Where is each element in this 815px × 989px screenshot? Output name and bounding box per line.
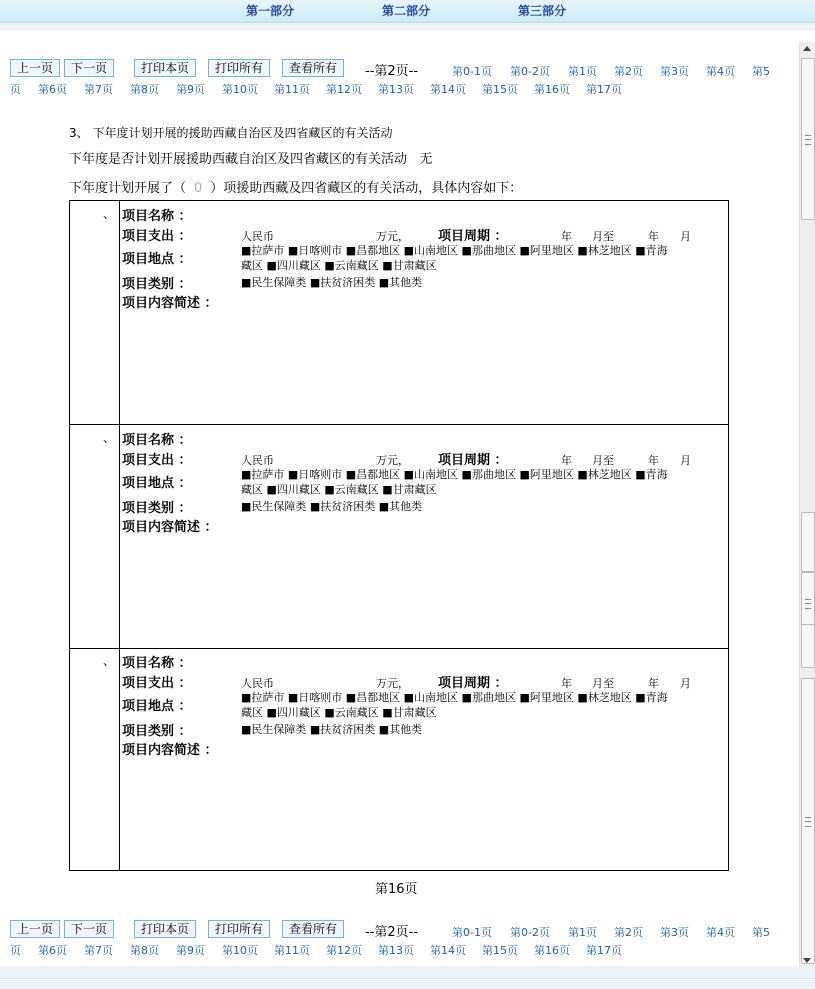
project-type-label: 项目类别 ： xyxy=(122,501,192,516)
period-month-end: 月 xyxy=(680,230,691,243)
row-index: 、 xyxy=(103,431,116,445)
page-nav-bottom xyxy=(0,920,800,960)
page-link[interactable]: 页 xyxy=(10,83,21,96)
project-type-label: 项目类别 ： xyxy=(122,277,192,292)
grip-icon xyxy=(805,135,811,145)
current-page-label: --第2页-- xyxy=(365,64,419,79)
period-month-end: 月 xyxy=(680,677,691,690)
tab-part-2[interactable]: 第二部分 xyxy=(382,4,431,18)
period-year-from: 年 xyxy=(561,454,572,467)
top-tab-bar xyxy=(0,0,815,23)
project-name-label: 项目名称 ： xyxy=(122,433,192,448)
table-row xyxy=(70,425,728,649)
page-link[interactable]: 第14页 xyxy=(430,944,466,957)
page-link[interactable]: 第11页 xyxy=(274,83,310,96)
page-link[interactable]: 第9页 xyxy=(176,944,205,957)
top-band xyxy=(0,23,815,31)
period-month-end: 月 xyxy=(680,454,691,467)
question-2-suffix: ）项援助西藏及四省藏区的有关活动，具体内容如下： xyxy=(210,181,523,196)
page-link[interactable]: 第15页 xyxy=(482,83,518,96)
type-options: ■民生保障类 ■扶贫济困类 ■其他类 xyxy=(241,500,423,513)
currency-label: 人民币 xyxy=(241,677,274,690)
currency-label: 人民币 xyxy=(241,454,274,467)
project-desc-label: 项目内容简述 ： xyxy=(122,296,218,311)
page-number: 第16页 xyxy=(375,882,418,897)
project-desc-label: 项目内容简述 ： xyxy=(122,520,218,535)
page-link[interactable]: 第16页 xyxy=(534,944,570,957)
project-name-label: 项目名称 ： xyxy=(122,209,192,224)
grip-icon xyxy=(805,817,811,827)
question-1 xyxy=(69,148,432,167)
scroll-up-icon[interactable] xyxy=(803,46,811,51)
page-link[interactable]: 第4页 xyxy=(706,926,735,939)
project-period-label: 项目周期 ： xyxy=(438,453,508,468)
activity-count: 0 xyxy=(194,181,203,196)
bottom-band xyxy=(0,966,815,989)
project-location-label: 项目地点 ： xyxy=(122,699,192,714)
page-link[interactable]: 第5 xyxy=(752,65,770,78)
scrollbar-thumb[interactable] xyxy=(801,58,815,220)
view-all-button[interactable]: 查看所有 xyxy=(282,59,344,77)
period-year-from: 年 xyxy=(561,230,572,243)
location-options-2: 藏区 ■四川藏区 ■云南藏区 ■甘肃藏区 xyxy=(241,483,437,496)
question-1-answer: 无 xyxy=(419,152,433,167)
unit-label: 万元， xyxy=(376,454,409,467)
current-page-label: --第2页-- xyxy=(365,925,419,940)
location-options: ■拉萨市 ■日喀则市 ■昌都地区 ■山南地区 ■那曲地区 ■阿里地区 ■林芝地区 ■青海 xyxy=(241,691,668,704)
row-index: 、 xyxy=(103,654,116,668)
period-month-to: 月至 xyxy=(592,454,614,467)
page-link[interactable]: 第7页 xyxy=(84,83,113,96)
location-options-2: 藏区 ■四川藏区 ■云南藏区 ■甘肃藏区 xyxy=(241,706,437,719)
page-link[interactable]: 第10页 xyxy=(222,944,258,957)
next-page-button[interactable]: 下一页 xyxy=(64,920,114,938)
activity-table xyxy=(69,200,729,871)
period-month-to: 月至 xyxy=(592,230,614,243)
page-link[interactable]: 第2页 xyxy=(614,65,643,78)
project-period-label: 项目周期 ： xyxy=(438,676,508,691)
project-expense-label: 项目支出 ： xyxy=(122,453,192,468)
project-type-label: 项目类别 ： xyxy=(122,724,192,739)
period-year-to: 年 xyxy=(648,677,659,690)
tab-part-3[interactable]: 第三部分 xyxy=(518,4,567,18)
location-options: ■拉萨市 ■日喀则市 ■昌都地区 ■山南地区 ■那曲地区 ■阿里地区 ■林芝地区 ■青海 xyxy=(241,244,668,257)
unit-label: 万元， xyxy=(376,677,409,690)
print-page-button[interactable]: 打印本页 xyxy=(134,920,196,938)
project-period-label: 项目周期 ： xyxy=(438,229,508,244)
row-index: 、 xyxy=(103,207,116,221)
question-2-prefix: 下年度计划开展了（ xyxy=(69,181,187,196)
page-link[interactable]: 第8页 xyxy=(130,944,159,957)
page-link[interactable]: 第0-2页 xyxy=(510,926,550,939)
project-name-label: 项目名称 ： xyxy=(122,656,192,671)
page-link[interactable]: 第4页 xyxy=(706,65,735,78)
page-link[interactable]: 第0-2页 xyxy=(510,65,550,78)
page-link[interactable]: 第6页 xyxy=(38,83,67,96)
page-link[interactable]: 第13页 xyxy=(378,944,414,957)
view-all-button[interactable]: 查看所有 xyxy=(282,920,344,938)
section-title: 3、 下年度计划开展的援助西藏自治区及四省藏区的有关活动 xyxy=(69,126,393,140)
currency-label: 人民币 xyxy=(241,230,274,243)
prev-page-button[interactable]: 上一页 xyxy=(10,920,60,938)
vertical-scrollbar[interactable] xyxy=(799,42,815,967)
page-link[interactable]: 第0-1页 xyxy=(452,926,492,939)
question-2 xyxy=(69,177,522,196)
print-page-button[interactable]: 打印本页 xyxy=(134,59,196,77)
tab-part-1[interactable]: 第一部分 xyxy=(246,4,295,18)
table-row xyxy=(70,648,728,871)
page-link[interactable]: 第12页 xyxy=(326,944,362,957)
page-link[interactable]: 第11页 xyxy=(274,944,310,957)
project-desc-label: 项目内容简述 ： xyxy=(122,743,218,758)
scrollbar-thumb-2[interactable] xyxy=(801,512,815,572)
period-year-to: 年 xyxy=(648,454,659,467)
page-link[interactable]: 第13页 xyxy=(378,83,414,96)
page-link[interactable]: 第0-1页 xyxy=(452,65,492,78)
page-link[interactable]: 第15页 xyxy=(482,944,518,957)
prev-page-button[interactable]: 上一页 xyxy=(10,59,60,77)
unit-label: 万元， xyxy=(376,230,409,243)
page-link[interactable]: 页 xyxy=(10,944,21,957)
question-1-text: 下年度是否计划开展援助西藏自治区及四省藏区的有关活动 xyxy=(69,152,408,167)
page-link[interactable]: 第5 xyxy=(752,926,770,939)
type-options: ■民生保障类 ■扶贫济困类 ■其他类 xyxy=(241,723,423,736)
location-options: ■拉萨市 ■日喀则市 ■昌都地区 ■山南地区 ■那曲地区 ■阿里地区 ■林芝地区 ■青海 xyxy=(241,468,668,481)
page-link[interactable]: 第16页 xyxy=(534,83,570,96)
page-link[interactable]: 第1页 xyxy=(568,926,597,939)
type-options: ■民生保障类 ■扶贫济困类 ■其他类 xyxy=(241,276,423,289)
page-link[interactable]: 第3页 xyxy=(660,926,689,939)
page-link[interactable]: 第2页 xyxy=(614,926,643,939)
page-link[interactable]: 第14页 xyxy=(430,83,466,96)
project-location-label: 项目地点 ： xyxy=(122,476,192,491)
project-expense-label: 项目支出 ： xyxy=(122,676,192,691)
page-link[interactable]: 第1页 xyxy=(568,65,597,78)
project-location-label: 项目地点 ： xyxy=(122,252,192,267)
period-year-from: 年 xyxy=(561,677,572,690)
next-page-button[interactable]: 下一页 xyxy=(64,59,114,77)
page-link[interactable]: 第7页 xyxy=(84,944,113,957)
page-nav-top xyxy=(0,59,800,99)
scrollbar-thumb-4[interactable] xyxy=(801,624,815,668)
scrollbar-thumb-5[interactable] xyxy=(801,678,815,964)
print-all-button[interactable]: 打印所有 xyxy=(208,59,270,77)
grip-icon xyxy=(805,599,811,609)
page-link[interactable]: 第10页 xyxy=(222,83,258,96)
bottom-band-line xyxy=(0,978,815,979)
page-link[interactable]: 第8页 xyxy=(130,83,159,96)
period-year-to: 年 xyxy=(648,230,659,243)
period-month-to: 月至 xyxy=(592,677,614,690)
page-link[interactable]: 第3页 xyxy=(660,65,689,78)
table-row xyxy=(70,201,728,425)
scroll-down-icon[interactable] xyxy=(803,958,811,963)
page-link[interactable]: 第17页 xyxy=(586,83,622,96)
page-link[interactable]: 第12页 xyxy=(326,83,362,96)
page-link[interactable]: 第9页 xyxy=(176,83,205,96)
location-options-2: 藏区 ■四川藏区 ■云南藏区 ■甘肃藏区 xyxy=(241,259,437,272)
print-all-button[interactable]: 打印所有 xyxy=(208,920,270,938)
page-link[interactable]: 第6页 xyxy=(38,944,67,957)
page-link[interactable]: 第17页 xyxy=(586,944,622,957)
project-expense-label: 项目支出 ： xyxy=(122,229,192,244)
